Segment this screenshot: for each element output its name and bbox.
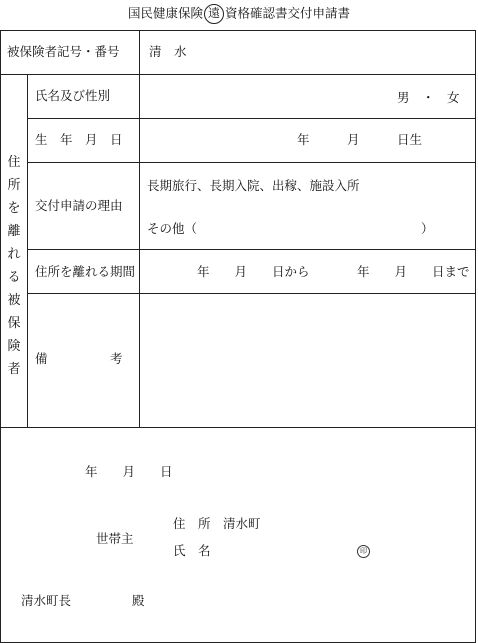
reason-other-close: ） (421, 221, 434, 236)
remarks-label: 備 考 (35, 351, 123, 366)
addressee: 清水町長 (21, 593, 72, 608)
address-value: 清水町 (223, 516, 261, 531)
seal-mark: 印 (357, 545, 370, 558)
reason-label: 交付申請の理由 (35, 198, 123, 213)
sex-options: 男 ・ 女 (397, 90, 460, 105)
application-date: 年 月 日 (85, 464, 173, 479)
birth-date-label: 生 年 月 日 (35, 132, 123, 147)
reason-options: 長期旅行、長期入院、出稼、施設入所 (147, 178, 360, 193)
title-suffix: 資格確認書交付申請書 (225, 5, 351, 21)
side-label-away-insured: 住所を離れる被保険者 (7, 155, 21, 377)
insured-number-label: 被保険者記号・番号 (7, 44, 120, 59)
application-form (0, 30, 476, 643)
form-title (0, 4, 478, 24)
away-period-label: 住所を離れる期間 (35, 264, 136, 279)
away-period-from: 年 月 日から (197, 264, 310, 279)
honorific: 殿 (132, 593, 145, 608)
address-label: 住 所 (173, 516, 211, 531)
name-label: 氏 名 (173, 543, 211, 558)
insured-number-value: 清 水 (149, 44, 187, 59)
away-period-to: 年 月 日まで (357, 264, 470, 279)
reason-other-open: その他（ (147, 221, 198, 236)
name-sex-label: 氏名及び性別 (35, 88, 111, 103)
householder-label: 世帯主 (96, 531, 134, 546)
title-circled-char: 遠 (204, 4, 224, 24)
title-prefix: 国民健康保険 (127, 5, 203, 21)
birth-date-value: 年 月 日生 (297, 132, 423, 147)
